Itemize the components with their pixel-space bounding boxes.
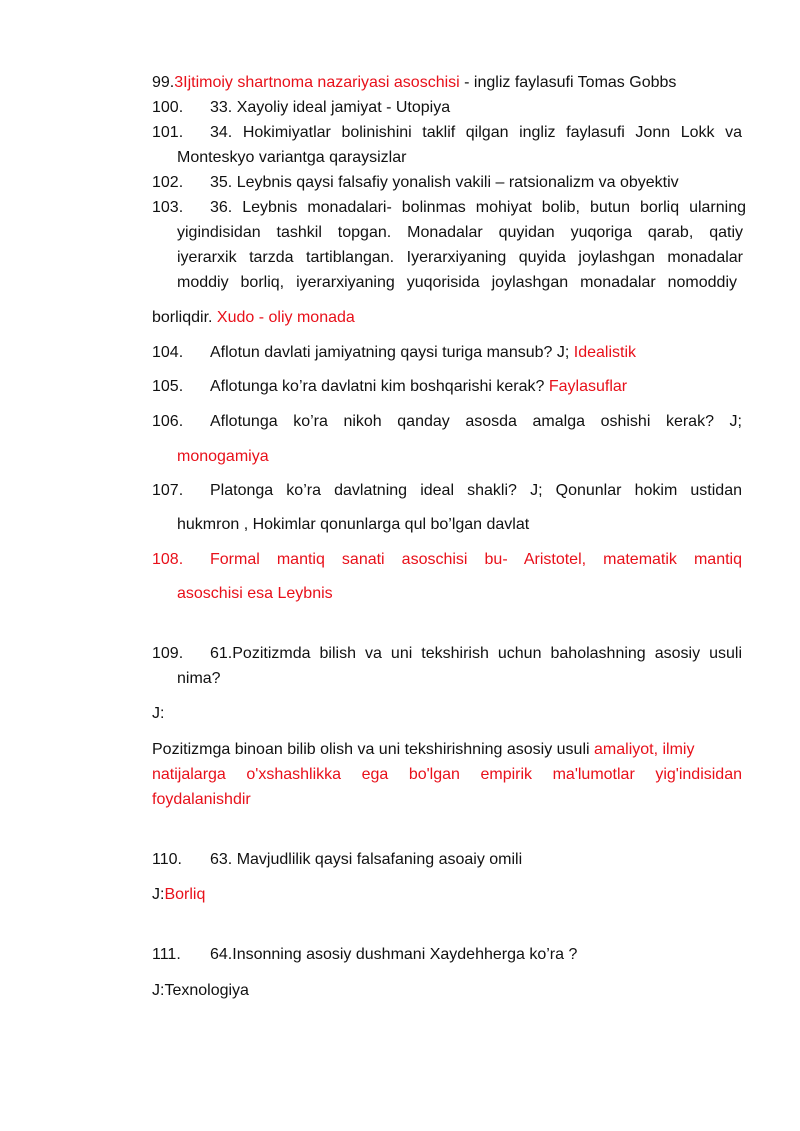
item-99-prefix: 99. xyxy=(152,74,175,91)
item-108-number: 108. xyxy=(152,551,184,568)
item-108-line1: Formal mantiq sanati asoschisi bu- Aristotel, matematik mantiq xyxy=(210,551,742,568)
item-103-number: 103. xyxy=(152,199,184,216)
item-107-line2: hukmron , Hokimlar qonunlarga qul bo’lgan davlat xyxy=(177,516,530,533)
item-110-number: 110. xyxy=(152,851,182,868)
item-104-text: Aflotun davlati jamiyatning qaysi turiga mansub? J; xyxy=(210,344,574,361)
item-109-answer-line3: foydalanishdir xyxy=(152,791,251,808)
item-103-line1: 36. Leybnis monadalari- bolinmas mohiyat bolib, butun borliq ularning xyxy=(210,199,746,216)
item-109-line1: 61.Pozitizmda bilish va uni tekshirish uchun baholashning asosiy usuli xyxy=(210,645,742,662)
item-109-answer-text: Pozitizmga binoan bilib olish va uni tekshirishning asosiy usuli xyxy=(152,741,595,758)
item-103-answer: Xudo - oliy monada xyxy=(216,309,355,326)
item-102-number: 102. xyxy=(152,174,184,191)
item-107-number: 107. xyxy=(152,482,184,499)
item-100-number: 100. xyxy=(152,99,184,116)
item-100-text: 33. Xayoliy ideal jamiyat - Utopiya xyxy=(210,99,451,116)
item-109-line2: nima? xyxy=(177,670,221,687)
item-110-answer: Borliq xyxy=(164,886,206,903)
item-104-number: 104. xyxy=(152,344,184,361)
item-101-number: 101. xyxy=(152,124,184,141)
item-102-text: 35. Leybnis qaysi falsafiy yonalish vakili – ratsionalizm va obyektiv xyxy=(210,174,679,191)
item-109-answer-line2: natijalarga o'xshashlikka ega bo'lgan empirik ma'lumotlar yig'indisidan xyxy=(152,766,742,783)
item-106-line1: Aflotunga ko’ra nikoh qanday asosda amalga oshishi kerak? J; xyxy=(210,413,742,430)
item-104-answer: Idealistik xyxy=(573,344,636,361)
item-109-j: J: xyxy=(152,705,165,722)
item-109-number: 109. xyxy=(152,645,184,662)
item-105-text: Aflotunga ko’ra davlatni kim boshqarishi kerak? xyxy=(210,378,549,395)
item-103-line4: moddiy borliq, iyerarxiyaning yuqorisida joylashgan monadalar nomoddiy xyxy=(177,274,737,291)
item-101-line1: 34. Hokimiyatlar bolinishini taklif qilgan ingliz faylasufi Jonn Lokk va xyxy=(210,124,742,141)
item-111-number: 111. xyxy=(152,946,181,963)
item-109-answer-line1 xyxy=(152,740,694,760)
item-111-text: 64.Insonning asosiy dushmani Xaydehherga ko’ra ? xyxy=(210,946,578,963)
item-105-number: 105. xyxy=(152,378,184,395)
item-106-answer: monogamiya xyxy=(177,448,269,465)
item-110-text: 63. Mavjudlilik qaysi falsafaning asoaiy omili xyxy=(210,851,523,868)
item-109-answer-highlight: amaliyot, ilmiy xyxy=(594,741,695,758)
item-105-answer: Faylasuflar xyxy=(548,378,628,395)
item-99-rest: - ingliz faylasufi Tomas Gobbs xyxy=(459,74,677,91)
item-103-line2: yigindisidan tashkil topgan. Monadalar quyidan yuqoriga qarab, qatiy xyxy=(177,224,743,241)
item-99-highlight: 3Ijtimoiy shartnoma nazariyasi asoschisi xyxy=(174,74,460,91)
item-110-answer-line xyxy=(152,885,205,905)
item-106-number: 106. xyxy=(152,413,184,430)
item-108-line2: asoschisi esa Leybnis xyxy=(177,585,333,602)
item-107-line1: Platonga ko’ra davlatning ideal shakli? J; Qonunlar hokim ustidan xyxy=(210,482,742,499)
item-101-line2: Monteskyo variantga qaraysizlar xyxy=(177,149,407,166)
item-103-line5 xyxy=(152,308,355,328)
item-103-line5-text: borliqdir. xyxy=(152,309,217,326)
item-110-j: J: xyxy=(152,886,165,903)
item-99 xyxy=(152,73,676,93)
item-103-line3: iyerarxik tarzda tartiblangan. Iyerarxiyaning quyida joylashgan monadalar xyxy=(177,249,743,266)
item-111-answer: J:Texnologiya xyxy=(152,982,249,999)
